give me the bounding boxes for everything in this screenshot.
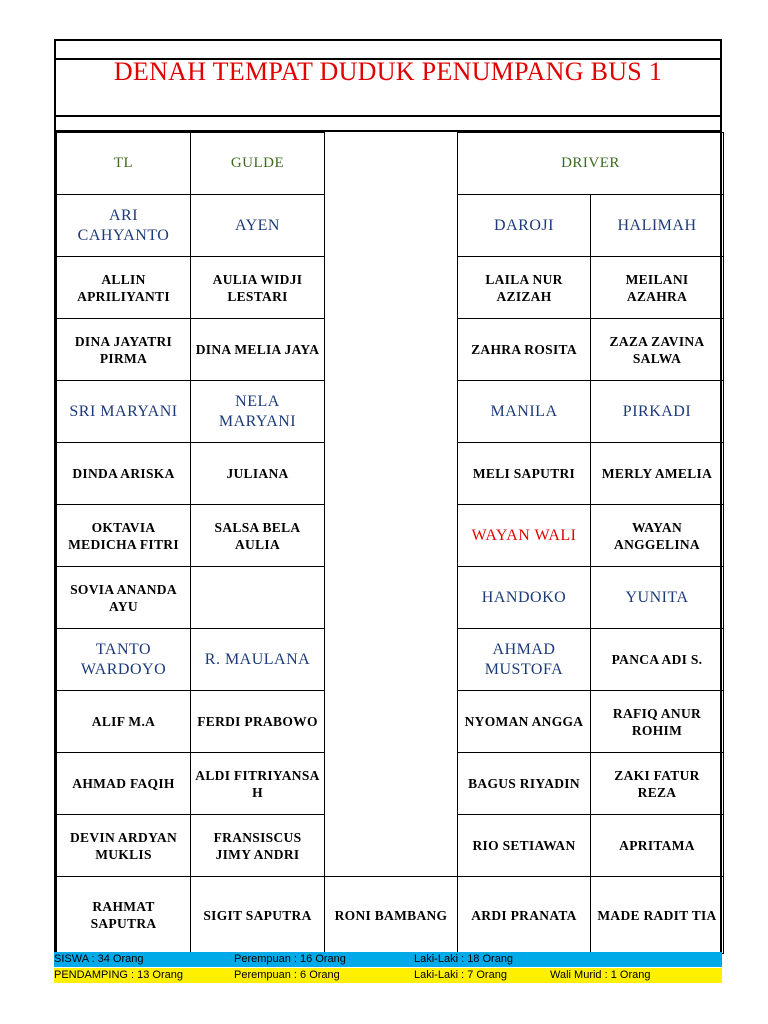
seat-right-1-b: HALIMAH [590, 194, 724, 257]
seat-left-7-b-empty [190, 566, 325, 629]
seat-right-8-a: AHMAD MUSTOFA [457, 628, 591, 691]
seat-right-7-b: YUNITA [590, 566, 724, 629]
seat-right-4-a: MANILA [457, 380, 591, 443]
summary-siswa-bar [54, 952, 722, 967]
seat-right-1-a: DAROJI [457, 194, 591, 257]
seat-right-11-a: RIO SETIAWAN [457, 814, 591, 877]
seat-left-10-a: AHMAD FAQIH [56, 752, 191, 815]
seat-right-5-a: MELI SAPUTRI [457, 442, 591, 505]
seat-right-2-b: MEILANI AZAHRA [590, 256, 724, 319]
seat-left-1-a: ARI CAHYANTO [56, 194, 191, 257]
seat-back-3: RONI BAMBANG [324, 876, 458, 954]
seat-left-2-a: ALLIN APRILIYANTI [56, 256, 191, 319]
seat-left-11-a: DEVIN ARDYAN MUKLIS [56, 814, 191, 877]
seat-back-4: ARDI PRANATA [457, 876, 591, 954]
seat-left-11-b: FRANSISCUS JIMY ANDRI [190, 814, 325, 877]
seat-left-4-a: SRI MARYANI [56, 380, 191, 443]
seat-left-9-a: ALIF M.A [56, 690, 191, 753]
seat-right-7-a: HANDOKO [457, 566, 591, 629]
divider-line [56, 115, 720, 117]
header-driver: DRIVER [457, 132, 724, 195]
seat-left-8-a: TANTO WARDOYO [56, 628, 191, 691]
seat-left-3-a: DINA JAYATRI PIRMA [56, 318, 191, 381]
seat-right-3-a: ZAHRA ROSITA [457, 318, 591, 381]
seat-left-1-b: AYEN [190, 194, 325, 257]
seat-right-4-b: PIRKADI [590, 380, 724, 443]
seat-left-10-b: ALDI FITRIYANSA H [190, 752, 325, 815]
pendamping-total: PENDAMPING : 13 Orang [54, 969, 183, 981]
header-guide: GULDE [190, 132, 325, 195]
summary-pendamping-bar [54, 968, 722, 983]
seat-right-10-b: ZAKI FATUR REZA [590, 752, 724, 815]
seat-right-6-a: WAYAN WALI [457, 504, 591, 567]
seat-left-6-a: OKTAVIA MEDICHA FITRI [56, 504, 191, 567]
seat-left-9-b: FERDI PRABOWO [190, 690, 325, 753]
header-tl: TL [56, 132, 191, 195]
seat-back-5: MADE RADIT TIA [590, 876, 724, 954]
pendamping-laki: Laki-Laki : 7 Orang [414, 969, 507, 981]
seat-back-1: RAHMAT SAPUTRA [56, 876, 191, 954]
seat-left-6-b: SALSA BELA AULIA [190, 504, 325, 567]
seat-right-3-b: ZAZA ZAVINA SALWA [590, 318, 724, 381]
pendamping-wali: Wali Murid : 1 Orang [550, 969, 651, 981]
seat-right-9-b: RAFIQ ANUR ROHIM [590, 690, 724, 753]
seat-left-8-b: R. MAULANA [190, 628, 325, 691]
seat-left-4-b: NELA MARYANI [190, 380, 325, 443]
seat-right-2-a: LAILA NUR AZIZAH [457, 256, 591, 319]
seating-sheet [54, 39, 722, 952]
seat-right-6-b: WAYAN ANGGELINA [590, 504, 724, 567]
pendamping-perempuan: Perempuan : 6 Orang [234, 969, 340, 981]
seat-left-3-b: DINA MELIA JAYA [190, 318, 325, 381]
siswa-perempuan: Perempuan : 16 Orang [234, 953, 346, 965]
siswa-total: SISWA : 34 Orang [54, 953, 144, 965]
seat-right-10-a: BAGUS RIYADIN [457, 752, 591, 815]
siswa-laki: Laki-Laki : 18 Orang [414, 953, 514, 965]
seat-right-8-b: PANCA ADI S. [590, 628, 724, 691]
seat-left-5-a: DINDA ARISKA [56, 442, 191, 505]
seat-right-9-a: NYOMAN ANGGA [457, 690, 591, 753]
seat-right-5-b: MERLY AMELIA [590, 442, 724, 505]
seat-right-11-b: APRITAMA [590, 814, 724, 877]
seat-left-7-a: SOVIA ANANDA AYU [56, 566, 191, 629]
seat-back-2: SIGIT SAPUTRA [190, 876, 325, 954]
seat-left-5-b: JULIANA [190, 442, 325, 505]
seat-left-2-b: AULIA WIDJI LESTARI [190, 256, 325, 319]
page-title: DENAH TEMPAT DUDUK PENUMPANG BUS 1 [113, 57, 663, 86]
